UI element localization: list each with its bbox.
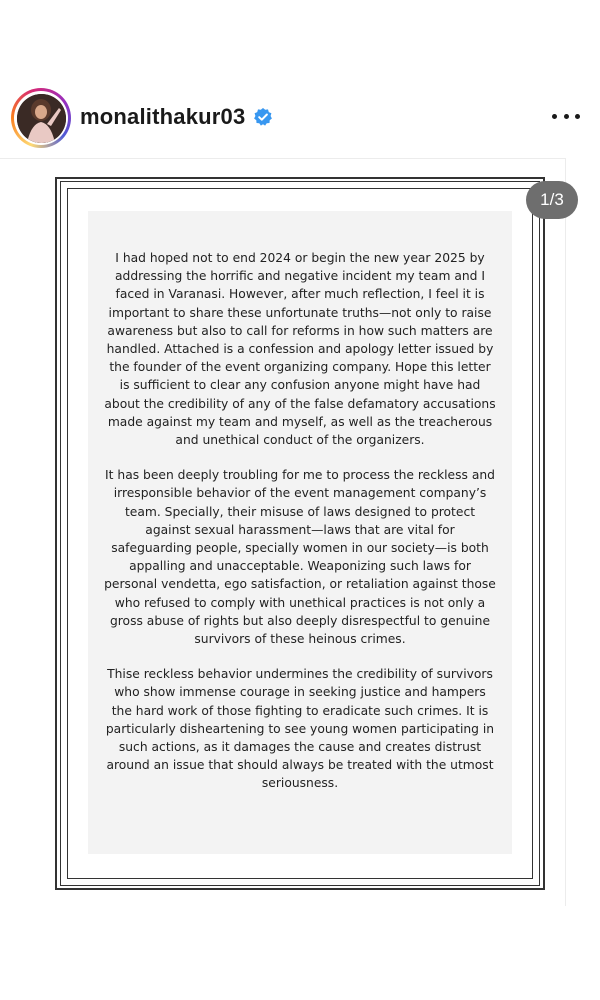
username[interactable]: monalithakur03 [80,104,246,129]
more-options-icon[interactable] [552,106,580,126]
letter-paragraph-2: It has been deeply troubling for me to process the reckless and irresponsible behavior of the event management company’s team. Specially, their misuse of laws designed to protect against sexual harassment—laws that are vital for safeguarding people, specially women in our society—is both appalling and unacceptable. Weaponizing such laws for personal vendetta, ego satisfaction, or retaliation against those who refused to comply with unethical practices is not only a gross abuse of rights but also deeply disrespectful to genuine survivors of these heinous crimes. [104,468,496,647]
story-ring[interactable] [11,88,71,148]
avatar-image [17,94,66,143]
username-group [80,104,273,130]
letter-paragraph-1: I had hoped not to end 2024 or begin the new year 2025 by addressing the horrific and negative incident my team and I faced in Varanasi. However, after much reflection, I feel it is important to share these unfortunate truths—not only to raise awareness but also to call for reforms in how such matters are handled. Attached is a confession and apology letter issued by the founder of the event organizing company. Hope this letter is sufficient to clear any confusion anyone might have had about the credibility of any of the false defamatory accusations made against my team and myself, as well as the treacherous and unethical conduct of the organizers. [104,251,496,448]
avatar-gap [14,91,68,145]
post-header [0,84,600,150]
more-dot [564,114,569,119]
more-dot [575,114,580,119]
carousel-page-indicator: 1/3 [526,181,578,219]
right-divider [565,158,566,906]
letter-paragraph-3: Thise reckless behavior undermines the credibility of survivors who show immense courage in seeking justice and hampers the hard work of those fighting to eradicate such crimes. It is particularly disheartening to see young women participating in such actions, as it damages the cause and creates distrust around an issue that should always be treated with the utmost seriousness. [105,667,495,791]
letter-text [104,249,496,810]
more-dot [552,114,557,119]
post-media-carousel[interactable] [0,159,565,906]
avatar[interactable] [17,94,66,143]
verified-badge-icon [253,107,273,127]
